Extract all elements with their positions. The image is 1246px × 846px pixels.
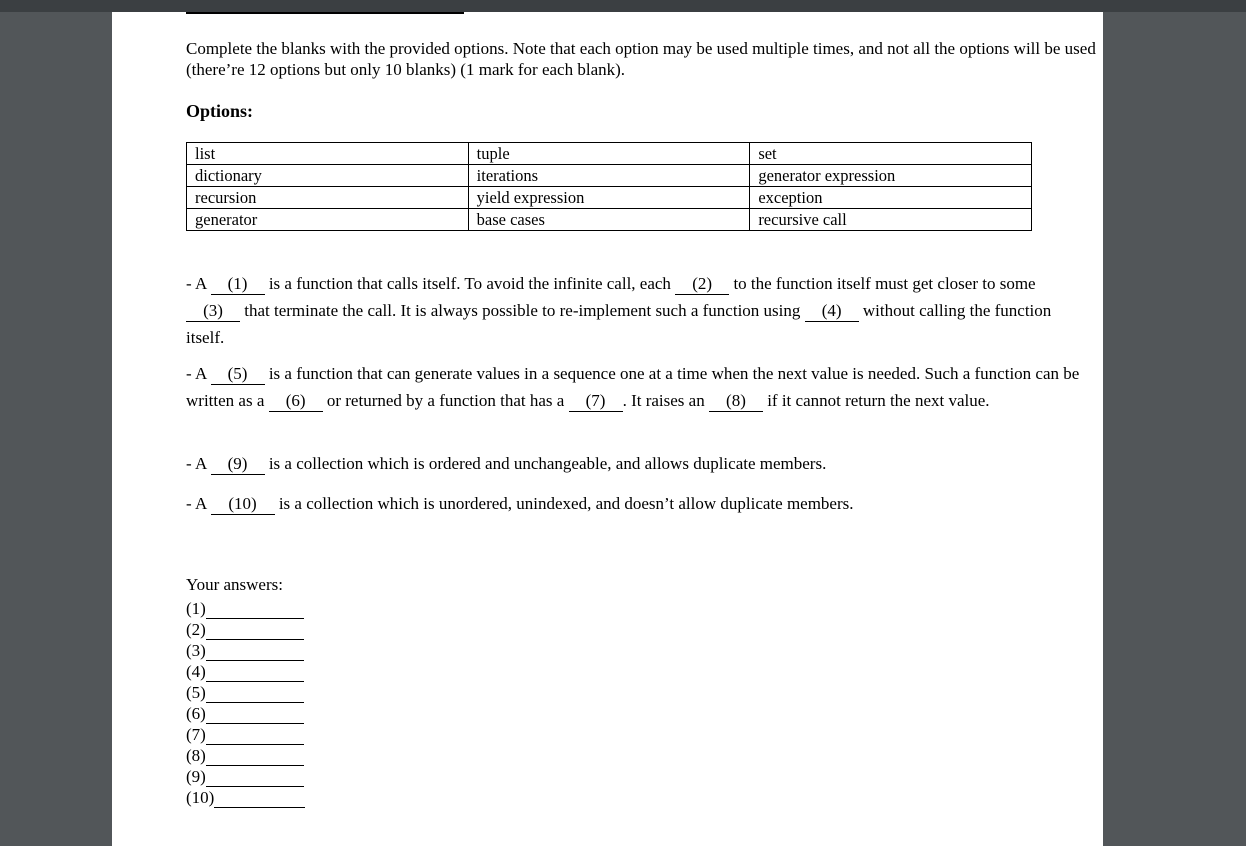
answer-label: (4) [186,662,206,681]
options-heading: Options: [186,101,254,121]
text: if it cannot return the next value. [762,391,990,410]
blank-6: (6) [269,391,323,412]
answers-list [186,598,305,808]
answer-line[interactable] [206,600,304,619]
option-cell: list [187,143,469,165]
text: - A [186,494,211,513]
question-paragraph-tuple [186,450,1086,477]
blank-2: (2) [675,274,729,295]
text: is a function that can generate values in a sequence one at a time when the next value is needed. Such a function can be written as a [186,364,1080,410]
text: - A [186,454,211,473]
text: without calling the function itself. [186,301,1052,347]
answer-row[interactable] [186,703,305,724]
answer-label: (7) [186,725,206,744]
option-cell: set [750,143,1032,165]
option-cell: base cases [468,209,750,231]
option-cell: exception [750,187,1032,209]
text: - A [186,364,211,383]
text: to the function itself must get closer to some [729,274,1036,293]
text: is a collection which is unordered, unindexed, and doesn’t allow duplicate members. [274,494,854,513]
options-row [187,165,1032,187]
text: - A [186,274,211,293]
text: that terminate the call. It is always possible to re-implement such a function using [240,301,805,320]
answer-label: (3) [186,641,206,660]
text: or returned by a function that has a [322,391,569,410]
answer-label: (8) [186,746,206,765]
blank-7: (7) [569,391,623,412]
text: is a collection which is ordered and unchangeable, and allows duplicate members. [264,454,827,473]
answer-label: (2) [186,620,206,639]
option-cell: recursive call [750,209,1032,231]
answer-label: (6) [186,704,206,723]
option-cell: tuple [468,143,750,165]
options-row [187,143,1032,165]
question-paragraph-generator [186,360,1086,414]
answers-title: Your answers: [186,575,283,594]
instructions-text: Complete the blanks with the provided options. Note that each option may be used multiple times, and not all the options will be used (there’re 12 options but only 10 blanks) (1 mark for each blank). [186,39,1096,79]
option-cell: recursion [187,187,469,209]
document-page [112,12,1103,846]
options-row [187,187,1032,209]
answer-row[interactable] [186,598,305,619]
options-table [186,142,1032,231]
blank-4: (4) [805,301,859,322]
viewer-top-bar [0,0,1246,12]
blank-5: (5) [211,364,265,385]
text: . It raises an [622,391,709,410]
answer-line[interactable] [206,663,304,682]
answer-row[interactable] [186,766,305,787]
answer-row[interactable] [186,724,305,745]
answer-line[interactable] [206,747,304,766]
answer-label: (10) [186,788,215,807]
answer-row[interactable] [186,787,305,808]
option-cell: iterations [468,165,750,187]
answer-row[interactable] [186,619,305,640]
answer-line[interactable] [206,726,304,745]
answer-line[interactable] [206,768,304,787]
answer-label: (9) [186,767,206,786]
cut-off-underline [186,12,464,14]
answer-line[interactable] [206,684,304,703]
blank-8: (8) [709,391,763,412]
answer-row[interactable] [186,745,305,766]
option-cell: generator [187,209,469,231]
question-paragraph-set [186,490,1086,517]
blank-10: (10) [211,494,275,515]
option-cell: generator expression [750,165,1032,187]
options-row [187,209,1032,231]
answer-row[interactable] [186,682,305,703]
answer-row[interactable] [186,661,305,682]
blank-3: (3) [186,301,240,322]
blank-9: (9) [211,454,265,475]
option-cell: yield expression [468,187,750,209]
answer-line[interactable] [206,705,304,724]
blank-1: (1) [211,274,265,295]
text: is a function that calls itself. To avoid the infinite call, each [264,274,676,293]
option-cell: dictionary [187,165,469,187]
answer-row[interactable] [186,640,305,661]
answer-label: (5) [186,683,206,702]
answer-line[interactable] [214,789,305,808]
answer-line[interactable] [206,621,304,640]
answer-label: (1) [186,599,206,618]
answer-line[interactable] [206,642,304,661]
question-paragraph-recursion [186,270,1086,351]
